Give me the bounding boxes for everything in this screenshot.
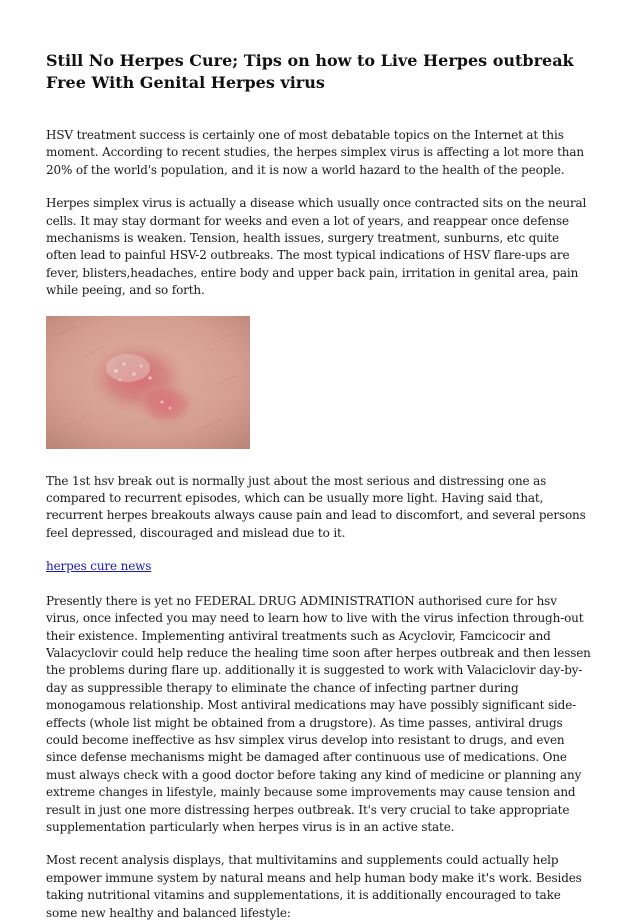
paragraph-2: Herpes simplex virus is actually a disease which usually once contracted sits on the neural cells. It may stay dormant for weeks and even a lot of years, and reappear once defense mechanisms is weaken. Tension, health issues, surgery treatment, sunburns, etc quite often lead to painful HSV-2 outbreaks. The most typical indications of HSV flare-ups are fever, blisters,headaches, entire body and upper back pain, irritation in genital area, pain while peeing, and so forth.	[46, 196, 587, 298]
paragraph-5: Most recent analysis displays, that multivitamins and supplements could actually help empower immune system by natural means and help human body make it's work. Besides taking nutritional vitamins and supplementations, it is additionally encouraged to take some new healthy and balanced lifestyle:	[46, 853, 582, 920]
paragraph-3: The 1st hsv break out is normally just about the most serious and distressing one as compared to recurrent episodes, which can be usually more light. Having said that, recurrent herpes breakouts always cause pain and lead to discomfort, and several persons feel depressed, discouraged and mislead due to it.	[46, 473, 586, 540]
link-paragraph	[46, 558, 592, 575]
skin-rash-photo	[46, 316, 250, 449]
paragraph-1: HSV treatment success is certainly one of most debatable topics on the Internet at this moment. According to recent studies, the herpes simplex virus is affecting a lot more than 20% of the world's population, and it is now a world hazard to the health of the people.	[46, 128, 584, 177]
document-title: Still No Herpes Cure; Tips on how to Live Herpes outbreak Free With Genital Herpes virus	[46, 51, 574, 92]
paragraph-4: Presently there is yet no FEDERAL DRUG ADMINISTRATION authorised cure for hsv virus, once infected you may need to learn how to live with the virus infection through-out their existence. Implementing antiviral treatments such as Acyclovir, Famcicocir and Valacyclovir could help reduce the healing time soon after herpes outbreak and then lessen the problems during flare up. additionally it is suggested to work with Valaciclovir day-by-day as suppressible therapy to eliminate the chance of infecting partner during monogamous relationship. Most antiviral medications may have possibly significant side-effects (whole list might be obtained from a drugstore). As time passes, antiviral drugs could become ineffective as hsv simplex virus develop into resistant to drugs, and even since defense mechanisms might be damaged after continuous use of medications. One must always check with a good doctor before taking any kind of medicine or planning any extreme changes in lifestyle, mainly because some improvements may cause tension and result in just one more distressing herpes outbreak. It's very crucial to take appropriate supplementation particularly when herpes virus is in an active state.	[46, 593, 591, 834]
herpes-cure-news-link[interactable]: herpes cure news	[46, 559, 152, 574]
